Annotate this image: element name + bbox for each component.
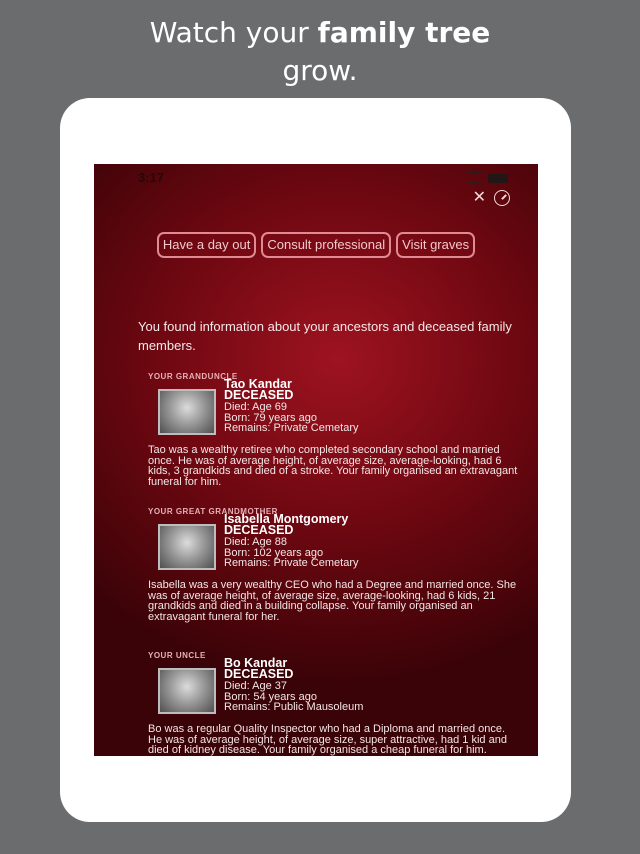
died-info: Died: Age 69	[224, 401, 287, 413]
died-info: Died: Age 88	[224, 536, 287, 548]
headline-suffix: grow.	[282, 54, 358, 87]
relative-name: Isabella Montgomery	[224, 512, 349, 526]
remains-info: Remains: Public Mausoleum	[224, 701, 364, 713]
relative-status: DECEASED	[224, 667, 294, 681]
portrait-photo	[158, 389, 216, 435]
portrait-photo	[158, 668, 216, 714]
day-out-button[interactable]: Have a day out	[157, 232, 256, 258]
relative-status: DECEASED	[224, 523, 294, 537]
relative-bio: Isabella was a very wealthy CEO who had a Degree and married once. She was of average height, of average size, average-looking, had 6 kids, 21 grandkids and died in a building collapse. Your family organised an extravagant funeral for her.	[148, 579, 517, 623]
app-screen	[94, 164, 538, 756]
died-info: Died: Age 37	[224, 680, 287, 692]
portrait-photo	[158, 524, 216, 570]
relation-label: YOUR UNCLE	[148, 651, 206, 660]
action-buttons	[94, 232, 538, 258]
battery-icon	[488, 174, 508, 183]
relative-card[interactable]	[148, 372, 524, 487]
intro-text: You found information about your ancestors and deceased family members.	[138, 319, 512, 353]
clock-icon[interactable]	[494, 190, 510, 206]
relative-bio: Tao was a wealthy retiree who completed secondary school and married once. He was of average height, of average size, average-looking, had 6 kids, 3 grandkids and died of a stroke. Your family organised an extravagant funeral for him.	[148, 444, 518, 488]
headline-prefix: Watch your	[149, 16, 318, 49]
consult-professional-button[interactable]: Consult professional	[261, 232, 391, 258]
born-info: Born: 54 years ago	[224, 690, 317, 703]
relative-card[interactable]	[148, 507, 524, 622]
headline-bold: family tree	[317, 16, 491, 49]
top-controls	[473, 190, 510, 206]
relation-label: YOUR GRANDUNCLE	[148, 372, 238, 381]
remains-info: Remains: Private Cemetary	[224, 557, 359, 569]
relative-bio: Bo was a regular Quality Inspector who had a Diploma and married once. He was of average height, of average size, super attractive, had 1 kid and died of kidney disease. Your family organised a cheap funeral for him.	[148, 723, 507, 756]
close-icon[interactable]: ✕	[472, 189, 486, 206]
born-info: Born: 102 years ago	[224, 546, 324, 559]
relative-name: Tao Kandar	[224, 377, 292, 391]
relative-card[interactable]	[148, 651, 524, 756]
status-time: 3:17	[138, 170, 165, 185]
status-icons	[468, 172, 508, 184]
promo-headline	[0, 14, 640, 90]
remains-info: Remains: Private Cemetary	[224, 422, 359, 434]
relation-label: YOUR GREAT GRANDMOTHER	[148, 507, 278, 516]
relative-name: Bo Kandar	[224, 656, 288, 670]
visit-graves-button[interactable]: Visit graves	[396, 232, 475, 258]
status-bar	[94, 164, 538, 190]
born-info: Born: 79 years ago	[224, 411, 317, 424]
wifi-icon	[468, 172, 482, 184]
relative-status: DECEASED	[224, 388, 294, 402]
